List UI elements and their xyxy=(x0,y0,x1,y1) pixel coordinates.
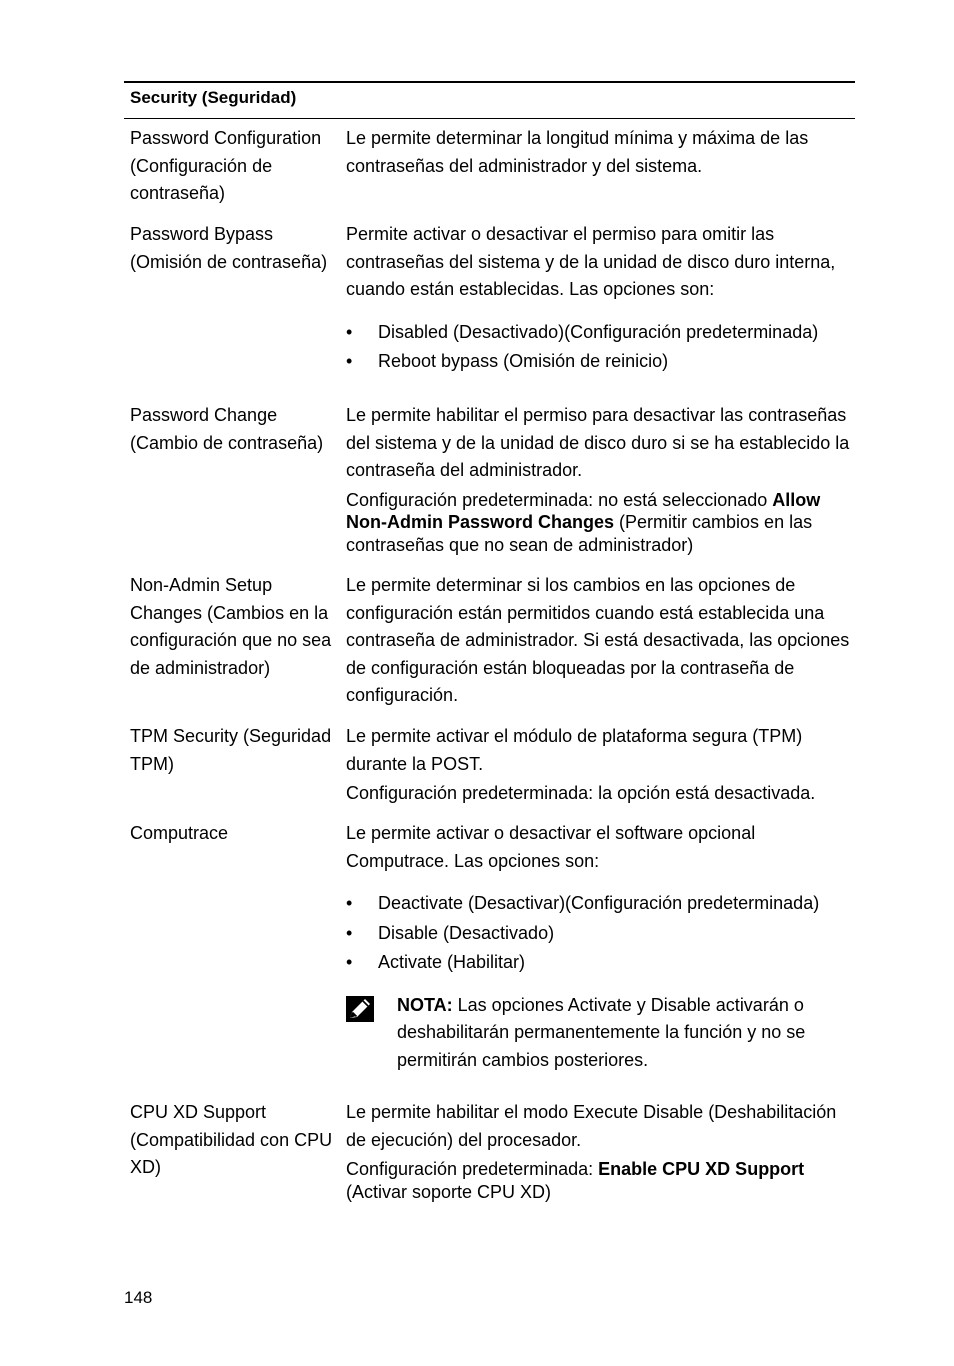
row-term: TPM Security (Seguridad TPM) xyxy=(130,726,332,774)
options-list xyxy=(346,318,851,377)
description-text: Le permite habilitar el modo Execute Disable (Deshabilitación de ejecución) del procesador. xyxy=(346,1102,837,1150)
row-description xyxy=(346,572,851,710)
note-text: NOTA: Las opciones Activate y Disable activarán o deshabilitarán permanentemente la función y no se permitirán cambios posteriores. xyxy=(397,994,806,1070)
bullet: • xyxy=(346,922,353,943)
row-description xyxy=(346,723,851,805)
list-item: • Reboot bypass (Omisión de reinicio) xyxy=(346,347,851,377)
list-item: • Activate (Habilitar) xyxy=(346,948,851,978)
note-label: NOTA: xyxy=(397,994,453,1015)
table-header-rule xyxy=(124,118,855,119)
page-number: 148 xyxy=(124,1288,153,1307)
row-term: Computrace xyxy=(130,823,229,843)
row-description xyxy=(346,125,851,180)
default-setting: Configuración predeterminada: no está seleccionado Allow Non-Admin Password Changes (Permitir cambios en las contraseñas que no sean de administrador) xyxy=(346,489,821,555)
description-text: Le permite determinar la longitud mínima y máxima de las contraseñas del administrador y del sistema. xyxy=(346,128,809,176)
default-setting: Configuración predeterminada: Enable CPU XD Support (Activar soporte CPU XD) xyxy=(346,1159,805,1202)
options-list xyxy=(346,889,851,978)
bullet: • xyxy=(346,321,353,342)
default-value: Enable CPU XD Support xyxy=(598,1159,805,1179)
default-setting: Configuración predeterminada: la opción está desactivada. xyxy=(346,783,816,803)
list-item: • Disable (Desactivado) xyxy=(346,919,851,949)
description-text: Le permite determinar si los cambios en las opciones de configuración están permitidos cuando está establecida una contraseña de administrador. Si está desactivada, las opciones de configuración están bloqueadas por la contraseña de configuración. xyxy=(346,575,850,705)
row-description xyxy=(346,1099,851,1203)
description-text: Permite activar o desactivar el permiso para omitir las contraseñas del sistema y de la unidad de disco duro interna, cuando están establecidas. Las opciones son: xyxy=(346,224,836,299)
row-description xyxy=(346,221,851,377)
description-text: Le permite activar o desactivar el software opcional Computrace. Las opciones son: xyxy=(346,823,756,871)
bullet: • xyxy=(346,952,353,972)
row-description xyxy=(346,820,851,1074)
row-description xyxy=(346,402,851,556)
description-text: Le permite activar el módulo de plataforma segura (TPM) durante la POST. xyxy=(346,726,803,774)
bullet: • xyxy=(346,351,353,371)
pencil-note-icon xyxy=(346,996,374,1022)
table-header: Security (Seguridad) xyxy=(130,88,297,107)
row-term: CPU XD Support (Compatibilidad con CPU XD) xyxy=(130,1102,333,1177)
list-item: • Disabled (Desactivado)(Configuración predeterminada) xyxy=(346,318,851,348)
note-block xyxy=(346,992,851,1075)
row-term: Password Change (Cambio de contraseña) xyxy=(130,405,324,453)
description-text: Le permite habilitar el permiso para desactivar las contraseñas del sistema y de la unidad de disco duro si se ha establecido la contraseña del administrador. xyxy=(346,405,850,480)
bullet: • xyxy=(346,893,353,913)
row-term: Password Bypass (Omisión de contraseña) xyxy=(130,224,328,272)
table-top-rule xyxy=(124,81,855,83)
list-item: • Deactivate (Desactivar)(Configuración predeterminada) xyxy=(346,889,851,919)
row-term: Password Configuration (Configuración de contraseña) xyxy=(130,128,322,203)
default-value: Allow Non-Admin Password Changes xyxy=(346,489,821,532)
row-term: Non-Admin Setup Changes (Cambios en la configuración que no sea de administrador) xyxy=(130,575,332,678)
